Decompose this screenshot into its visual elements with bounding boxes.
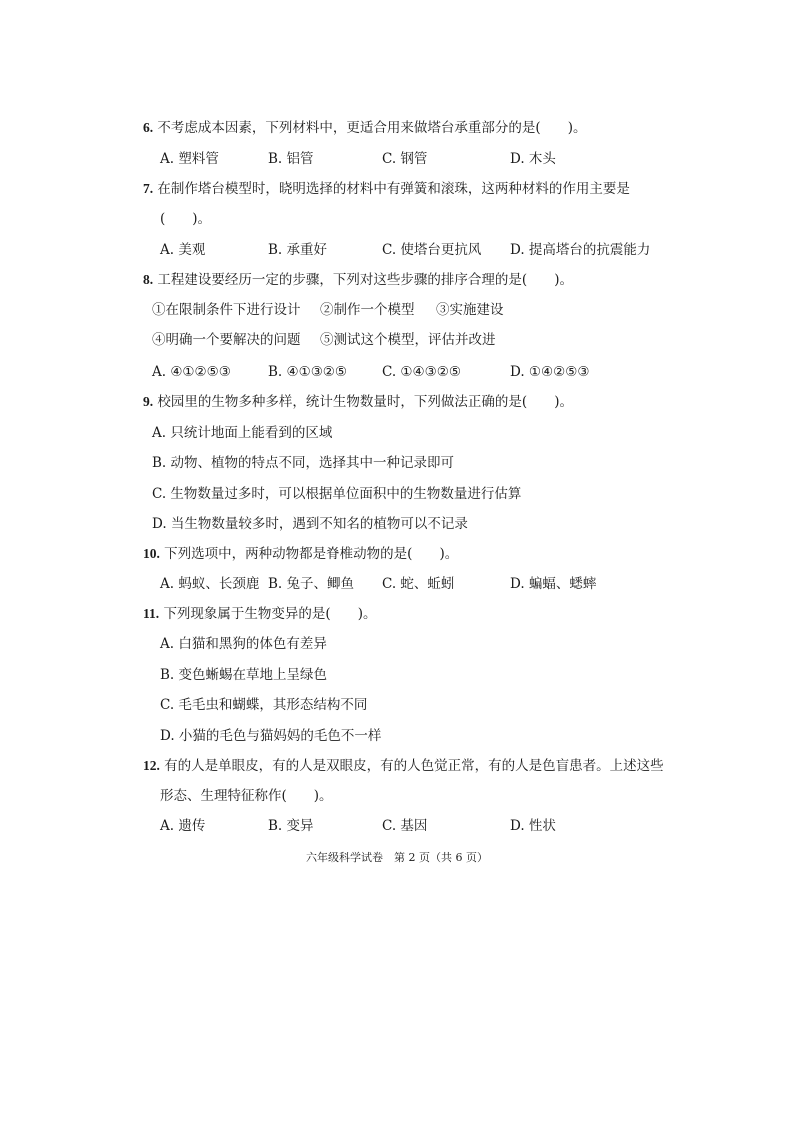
question-10 bbox=[143, 544, 458, 564]
option-a: A. ④①②⑤③ bbox=[152, 364, 231, 380]
option-a: A. 蚂蚁、长颈鹿 bbox=[160, 576, 260, 592]
option-c: C. 毛毛虫和蝴蝶，其形态结构不同 bbox=[160, 697, 368, 713]
option-d: D. 提高塔台的抗震能力 bbox=[510, 242, 651, 258]
question-11 bbox=[143, 604, 376, 624]
option-b: B. 动物、植物的特点不同，选择其中一种记录即可 bbox=[152, 455, 455, 471]
option-c: C. 生物数量过多时，可以根据单位面积中的生物数量进行估算 bbox=[152, 486, 522, 502]
option-c: C. 基因 bbox=[382, 818, 428, 834]
question-text: 有的人是单眼皮，有的人是双眼皮，有的人色觉正常，有的人是色盲患者。上述这些 bbox=[164, 758, 664, 774]
option-b: B. 承重好 bbox=[268, 242, 328, 258]
option-d: D. ①④②⑤③ bbox=[510, 364, 590, 380]
question-text: 校园里的生物多种多样，统计生物数量时，下列做法正确的是( )。 bbox=[157, 394, 573, 410]
question-number: 12. bbox=[143, 758, 160, 773]
question-number: 6. bbox=[143, 120, 154, 135]
option-c: C. ①④③②⑤ bbox=[382, 364, 461, 380]
question-8 bbox=[143, 270, 573, 290]
question-9 bbox=[143, 392, 573, 412]
step-1: ①在限制条件下进行设计 bbox=[152, 302, 301, 318]
question-12 bbox=[143, 756, 664, 776]
question-text: 在制作塔台模型时，晓明选择的材料中有弹簧和滚珠，这两种材料的作用主要是 bbox=[157, 181, 630, 197]
option-b: B. ④①③②⑤ bbox=[268, 364, 348, 380]
option-c: C. 使塔台更抗风 bbox=[382, 242, 482, 258]
question-text: 下列现象属于生物变异的是( )。 bbox=[163, 606, 377, 622]
question-text: 下列选项中，两种动物都是脊椎动物的是( )。 bbox=[164, 546, 459, 562]
question-7-continuation: ( )。 bbox=[160, 211, 212, 227]
option-a: A. 只统计地面上能看到的区域 bbox=[152, 425, 333, 441]
step-4: ④明确一个要解决的问题 bbox=[152, 332, 301, 348]
option-c: C. 蛇、蚯蚓 bbox=[382, 576, 455, 592]
question-number: 10. bbox=[143, 546, 160, 561]
option-b: B. 铝管 bbox=[268, 151, 314, 167]
question-number: 8. bbox=[143, 272, 154, 287]
option-a: A. 遗传 bbox=[160, 818, 206, 834]
option-d: D. 蝙蝠、蟋蟀 bbox=[510, 576, 597, 592]
question-number: 11. bbox=[143, 606, 160, 621]
option-c: C. 钢管 bbox=[382, 151, 428, 167]
question-7 bbox=[143, 179, 630, 199]
question-number: 9. bbox=[143, 394, 154, 409]
question-6 bbox=[143, 118, 586, 138]
option-b: B. 变异 bbox=[268, 818, 314, 834]
question-text: 工程建设要经历一定的步骤，下列对这些步骤的排序合理的是( )。 bbox=[157, 272, 573, 288]
page-footer: 六年级科学试卷 第 2 页（共 6 页） bbox=[306, 851, 488, 864]
question-text: 不考虑成本因素，下列材料中，更适合用来做塔台承重部分的是( )。 bbox=[157, 120, 587, 136]
option-b: B. 变色蜥蜴在草地上呈绿色 bbox=[160, 667, 328, 683]
step-2: ②制作一个模型 bbox=[320, 302, 415, 318]
question-12-continuation: 形态、生理特征称作( )。 bbox=[160, 788, 333, 804]
option-d: D. 性状 bbox=[510, 818, 556, 834]
step-5: ⑤测试这个模型，评估并改进 bbox=[320, 332, 496, 348]
option-a: A. 白猫和黑狗的体色有差异 bbox=[160, 636, 327, 652]
step-3: ③实施建设 bbox=[436, 302, 504, 318]
option-d: D. 木头 bbox=[510, 151, 556, 167]
option-a: A. 美观 bbox=[160, 242, 206, 258]
option-b: B. 兔子、鲫鱼 bbox=[268, 576, 355, 592]
option-d: D. 当生物数量较多时，遇到不知名的植物可以不记录 bbox=[152, 516, 468, 532]
option-d: D. 小猫的毛色与猫妈妈的毛色不一样 bbox=[160, 728, 382, 744]
option-a: A. 塑料管 bbox=[160, 151, 219, 167]
question-number: 7. bbox=[143, 181, 154, 196]
